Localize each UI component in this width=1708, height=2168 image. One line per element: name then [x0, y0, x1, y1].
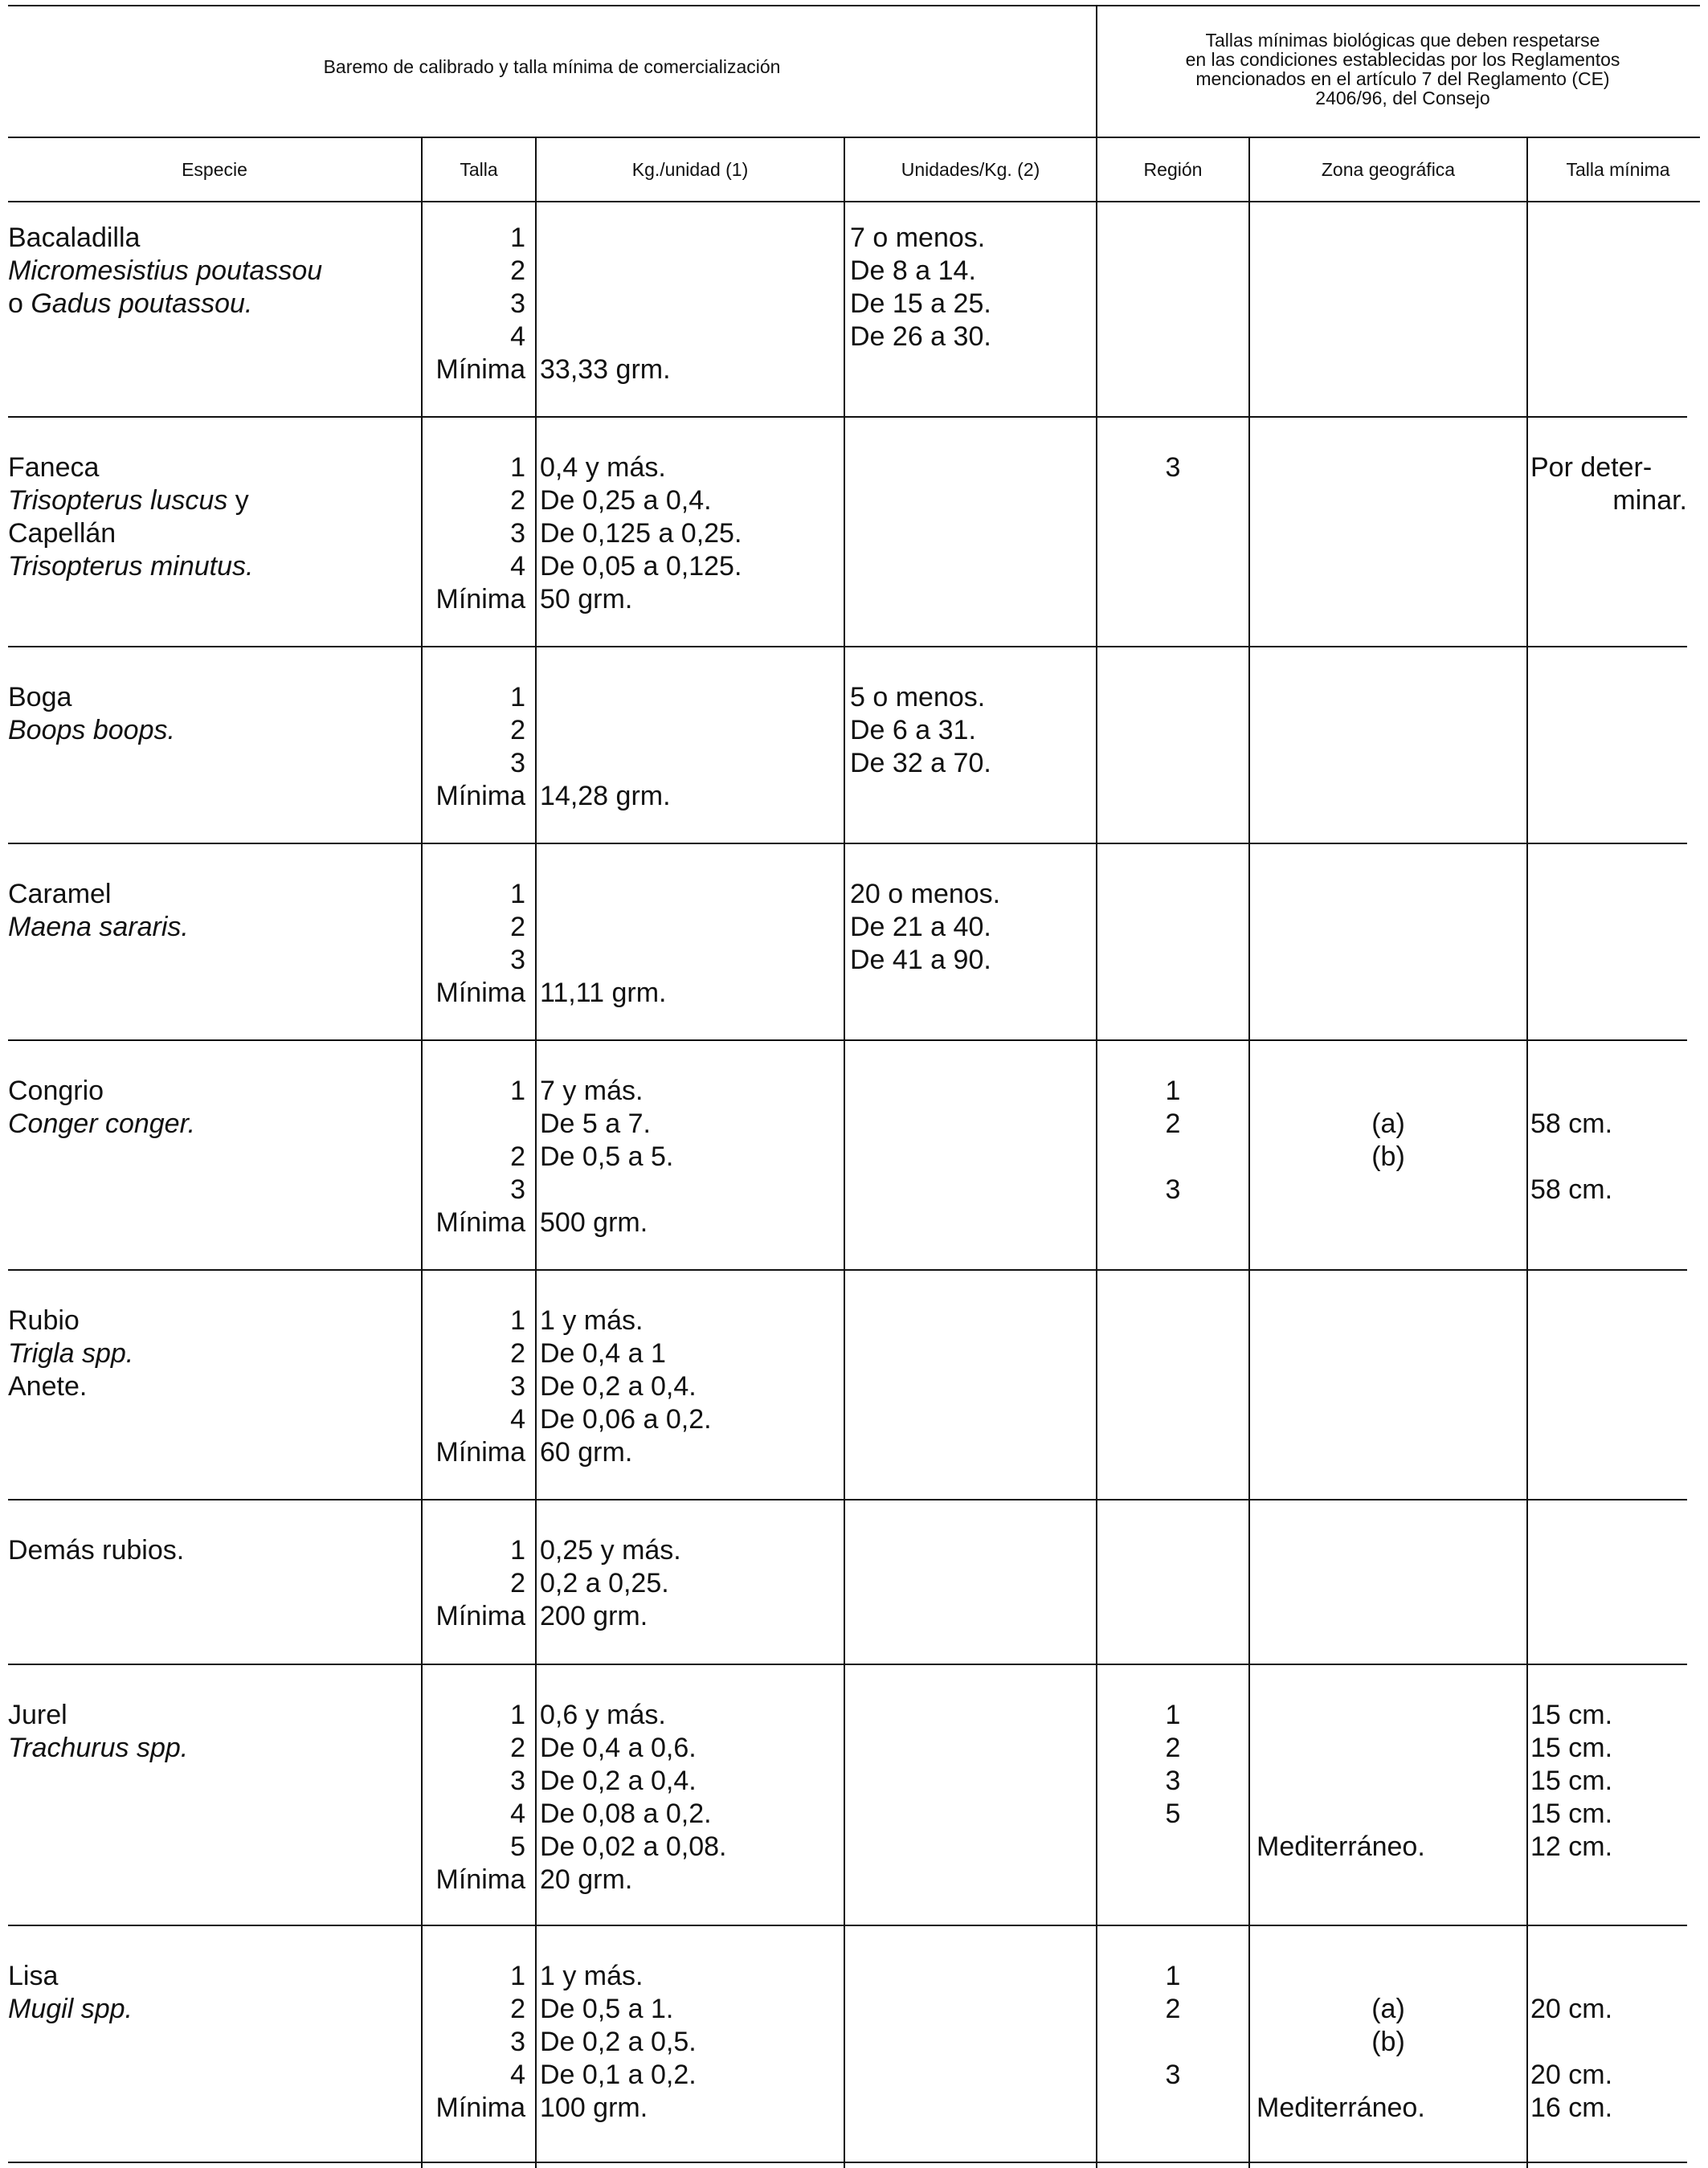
talla-cell-line: 2 [510, 1338, 525, 1369]
species-line: Anete. [8, 1371, 88, 1402]
unidades-kg-cell [850, 222, 1094, 353]
row-rule [8, 416, 1687, 418]
region-cell [1097, 1699, 1248, 1831]
region-cell-line: 3 [1165, 2060, 1181, 2090]
region-cell-line: 2 [1165, 1108, 1181, 1139]
kg-unidad-cell-line: 0,6 y más. [540, 1700, 666, 1730]
talla-minima-cell-line [1530, 1141, 1687, 1174]
talla-minima-cell-line [1530, 1075, 1687, 1108]
talla-cell-line: Mínima [435, 1207, 525, 1238]
row-rule [8, 2162, 1687, 2163]
region-cell [1097, 1075, 1248, 1206]
region-cell-line: 5 [1165, 1799, 1181, 1829]
region-cell [1097, 1960, 1248, 2092]
talla-minima-cell-line: 15 cm. [1530, 1733, 1613, 1763]
right-header-line: mencionados en el artículo 7 del Reglamento (CE) [1195, 68, 1610, 89]
talla-cell-line: 1 [510, 682, 525, 712]
talla-cell-line: 4 [510, 1799, 525, 1829]
scientific-name: Gadus poutassou. [31, 288, 253, 319]
row-rule [8, 1925, 1687, 1926]
talla-cell [423, 878, 525, 1010]
species-line: Conger conger. [8, 1108, 196, 1139]
talla-cell-line [423, 1108, 525, 1141]
talla-cell-line: Mínima [435, 2092, 525, 2123]
kg-unidad-cell-line: De 0,4 a 0,6. [540, 1733, 697, 1763]
talla-cell-line: 1 [510, 1305, 525, 1336]
kg-unidad-cell-line [540, 714, 842, 747]
species-line: Caramel [8, 879, 112, 909]
kg-unidad-cell-line: 11,11 grm. [540, 978, 667, 1008]
unidades-kg-cell-line: De 41 a 90. [850, 945, 991, 975]
kg-unidad-cell-line [540, 911, 842, 944]
zona-cell-line [1250, 1732, 1526, 1765]
talla-cell-line: 4 [510, 551, 525, 582]
unidades-kg-cell-line: 5 o menos. [850, 682, 986, 712]
talla-cell-line: Mínima [435, 584, 525, 614]
kg-unidad-cell-line [540, 681, 842, 714]
col-header-especie: Especie [182, 159, 247, 180]
region-cell-line [1097, 2026, 1248, 2059]
talla-cell-line: 3 [510, 748, 525, 778]
col-divider [844, 138, 845, 2168]
kg-unidad-cell-line [540, 747, 842, 780]
kg-unidad-cell-line: 33,33 grm. [540, 354, 671, 385]
kg-unidad-cell-line: De 0,2 a 0,5. [540, 2027, 697, 2057]
zona-cell [1250, 1960, 1526, 2125]
kg-unidad-cell-line: De 0,4 a 1 [540, 1338, 666, 1369]
talla-cell [423, 451, 525, 616]
species-line: Congrio [8, 1076, 104, 1106]
kg-unidad-cell [540, 681, 842, 813]
region-cell-line: 1 [1165, 1076, 1181, 1106]
right-header-line: Tallas mínimas biológicas que deben respetarse [1205, 30, 1600, 51]
species-cell [8, 451, 418, 583]
kg-unidad-cell-line: 200 grm. [540, 1601, 648, 1631]
talla-cell-line: 1 [510, 452, 525, 483]
rule-top [8, 5, 1700, 6]
talla-cell-line: 1 [510, 1535, 525, 1566]
talla-cell-line: 2 [510, 912, 525, 942]
species-line: Boops boops. [8, 715, 175, 745]
zona-cell-line: (b) [1371, 1141, 1405, 1172]
talla-cell-line: 2 [510, 1141, 525, 1172]
kg-unidad-cell-line: De 0,2 a 0,4. [540, 1766, 697, 1796]
species-line: Rubio [8, 1305, 80, 1336]
zona-cell-line [1250, 2059, 1526, 2092]
kg-unidad-cell-line: 7 y más. [540, 1076, 644, 1106]
talla-cell [423, 1960, 525, 2125]
talla-minima-cell-line: 12 cm. [1530, 1831, 1613, 1862]
row-rule [8, 646, 1687, 647]
talla-cell-line: 2 [510, 1568, 525, 1598]
talla-minima-cell-line: 15 cm. [1530, 1766, 1613, 1796]
kg-unidad-cell-line [540, 321, 842, 353]
region-cell-line: 3 [1165, 452, 1181, 483]
kg-unidad-cell-line: De 0,25 a 0,4. [540, 485, 712, 516]
kg-unidad-cell [540, 1699, 842, 1896]
kg-unidad-cell-line [540, 222, 842, 255]
kg-unidad-cell-line: De 0,08 a 0,2. [540, 1799, 712, 1829]
kg-unidad-cell [540, 878, 842, 1010]
unidades-kg-cell-line: De 26 a 30. [850, 321, 991, 352]
kg-unidad-cell-line: De 0,02 a 0,08. [540, 1831, 727, 1862]
kg-unidad-cell-line: 0,4 y más. [540, 452, 666, 483]
row-rule [8, 1039, 1687, 1041]
unidades-kg-cell-line: De 15 a 25. [850, 288, 991, 319]
talla-cell [423, 1075, 525, 1239]
species-line: Trigla spp. [8, 1338, 134, 1369]
species-line: Micromesistius poutassou [8, 255, 323, 286]
talla-cell-line: 3 [510, 518, 525, 549]
talla-cell-line: 1 [510, 1961, 525, 1991]
unidades-kg-cell-line: De 21 a 40. [850, 912, 991, 942]
row-rule [8, 1664, 1687, 1665]
kg-unidad-cell-line [540, 944, 842, 977]
talla-minima-cell-line: minar. [1612, 485, 1687, 516]
unidades-kg-cell-line: 20 o menos. [850, 879, 1001, 909]
talla-cell-line: 2 [510, 715, 525, 745]
species-line: Bacaladilla [8, 223, 141, 253]
talla-cell [423, 1534, 525, 1633]
talla-cell [423, 681, 525, 813]
region-cell-line: 1 [1165, 1700, 1181, 1730]
species-line: Boga [8, 682, 72, 712]
talla-cell-line: 3 [510, 288, 525, 319]
row-rule [8, 1499, 1687, 1500]
species-cell [8, 1699, 418, 1765]
species-line: Trisopterus luscus y [8, 485, 249, 516]
kg-unidad-cell-line [540, 288, 842, 321]
col-header-talla: Talla [460, 159, 498, 180]
talla-minima-cell-line: 16 cm. [1530, 2092, 1613, 2123]
zona-cell-line [1250, 1960, 1526, 1993]
kg-unidad-cell-line: De 0,2 a 0,4. [540, 1371, 697, 1402]
talla-minima-cell [1530, 1075, 1687, 1206]
talla-minima-cell [1530, 451, 1687, 517]
species-line: Lisa [8, 1961, 59, 1991]
scientific-name: Trisopterus luscus [8, 485, 228, 516]
right-header-line: en las condiciones establecidas por los Reglamentos [1185, 49, 1620, 70]
kg-unidad-cell-line: 0,25 y más. [540, 1535, 681, 1566]
zona-cell-line: (a) [1371, 1108, 1405, 1139]
row-rule [8, 1269, 1687, 1271]
talla-cell-line: Mínima [435, 781, 525, 811]
zona-cell-line: Mediterráneo. [1256, 1831, 1425, 1862]
talla-cell-line: 4 [510, 2060, 525, 2090]
talla-cell-line: 1 [510, 223, 525, 253]
talla-cell-line: Mínima [435, 978, 525, 1008]
species-cell [8, 222, 418, 321]
unidades-kg-cell [850, 681, 1094, 780]
kg-unidad-cell-line: De 5 a 7. [540, 1108, 651, 1139]
unidades-kg-cell [850, 878, 1094, 977]
kg-unidad-cell-line: 500 grm. [540, 1207, 648, 1238]
unidades-kg-cell-line: De 8 a 14. [850, 255, 976, 286]
kg-unidad-cell [540, 1534, 842, 1633]
talla-minima-cell [1530, 1960, 1687, 2125]
talla-cell-line: 1 [510, 1700, 525, 1730]
species-line: Capellán [8, 518, 116, 549]
col-header-unidades-kg: Unidades/Kg. (2) [901, 159, 1040, 180]
kg-unidad-cell-line: De 0,06 a 0,2. [540, 1404, 712, 1435]
region-cell-line [1097, 1141, 1248, 1174]
kg-unidad-cell [540, 222, 842, 386]
region-cell-line: 3 [1165, 1174, 1181, 1205]
talla-cell-line: 4 [510, 321, 525, 352]
right-header-line: 2406/96, del Consejo [1315, 88, 1490, 108]
kg-unidad-cell [540, 1304, 842, 1469]
kg-unidad-cell-line: De 0,5 a 1. [540, 1994, 674, 2024]
kg-unidad-cell-line: De 0,1 a 0,2. [540, 2060, 697, 2090]
col-header-talla-minima: Talla mínima [1566, 159, 1670, 180]
zona-cell-line [1250, 1075, 1526, 1108]
talla-minima-cell-line [1530, 1960, 1687, 1993]
talla-cell-line: 1 [510, 879, 525, 909]
unidades-kg-cell-line: De 6 a 31. [850, 715, 976, 745]
region-cell-line: 1 [1165, 1961, 1181, 1991]
talla-minima-cell-line: 58 cm. [1530, 1108, 1613, 1139]
talla-cell-line: 1 [510, 1076, 525, 1106]
talla-cell-line: 3 [510, 1174, 525, 1205]
rule-below-title [8, 137, 1700, 138]
zona-cell-line: (b) [1371, 2027, 1405, 2057]
talla-minima-cell-line: 58 cm. [1530, 1174, 1613, 1205]
zona-cell-line [1250, 1174, 1526, 1206]
talla-cell-line: 3 [510, 1371, 525, 1402]
zona-cell [1250, 1075, 1526, 1206]
row-rule [8, 843, 1687, 844]
talla-cell-line: Mínima [435, 1601, 525, 1631]
talla-cell-line: 2 [510, 1994, 525, 2024]
col-header-kg-unidad: Kg./unidad (1) [631, 159, 749, 180]
species-cell [8, 681, 418, 747]
talla-cell-line: 3 [510, 1766, 525, 1796]
talla-minima-cell [1530, 1699, 1687, 1864]
kg-unidad-cell-line: De 0,125 a 0,25. [540, 518, 742, 549]
talla-cell-line: 3 [510, 2027, 525, 2057]
species-line: Faneca [8, 452, 100, 483]
talla-cell [423, 1699, 525, 1896]
kg-unidad-cell-line: 20 grm. [540, 1864, 633, 1895]
region-cell-line: 2 [1165, 1733, 1181, 1763]
col-divider [535, 138, 537, 2168]
talla-cell-line: 5 [510, 1831, 525, 1862]
talla-cell-line: 2 [510, 255, 525, 286]
kg-unidad-cell-line: 60 grm. [540, 1437, 633, 1468]
kg-unidad-cell [540, 451, 842, 616]
col-header-region: Región [1143, 159, 1203, 180]
species-cell [8, 1304, 418, 1403]
right-header-title [1097, 31, 1708, 108]
talla-cell-line: Mínima [435, 354, 525, 385]
talla-cell-line: 2 [510, 485, 525, 516]
kg-unidad-cell-line: 0,2 a 0,25. [540, 1568, 669, 1598]
species-line: Mugil spp. [8, 1994, 133, 2024]
species-line: Trachurus spp. [8, 1733, 189, 1763]
kg-unidad-cell [540, 1960, 842, 2125]
species-line: o Gadus poutassou. [8, 288, 253, 319]
kg-unidad-cell-line [540, 1174, 842, 1206]
species-line: Demás rubios. [8, 1535, 185, 1566]
unidades-kg-cell-line: De 32 a 70. [850, 748, 991, 778]
zona-cell [1250, 1699, 1526, 1864]
unidades-kg-cell-line: 7 o menos. [850, 223, 986, 253]
zona-cell-line: Mediterráneo. [1256, 2092, 1425, 2123]
kg-unidad-cell-line: 1 y más. [540, 1305, 644, 1336]
region-cell-line: 3 [1165, 1766, 1181, 1796]
kg-unidad-cell-line: 100 grm. [540, 2092, 648, 2123]
kg-unidad-cell-line: De 0,05 a 0,125. [540, 551, 742, 582]
species-cell [8, 878, 418, 944]
talla-cell [423, 1304, 525, 1469]
zona-cell-line [1250, 1765, 1526, 1798]
species-line: Jurel [8, 1700, 67, 1730]
species-cell [8, 1534, 418, 1567]
rule-below-columns [8, 201, 1700, 202]
talla-cell-line: 3 [510, 945, 525, 975]
zona-cell-line [1250, 1798, 1526, 1831]
kg-unidad-cell-line [540, 255, 842, 288]
region-cell-line: 2 [1165, 1994, 1181, 2024]
kg-unidad-cell-line [540, 878, 842, 911]
species-line: Trisopterus minutus. [8, 551, 254, 582]
region-cell [1097, 451, 1248, 484]
talla-minima-cell-line: 20 cm. [1530, 1994, 1613, 2024]
species-cell [8, 1960, 418, 2026]
kg-unidad-cell-line: 1 y más. [540, 1961, 644, 1991]
talla-minima-cell-line: 20 cm. [1530, 2060, 1613, 2090]
kg-unidad-cell [540, 1075, 842, 1239]
species-line: Maena sararis. [8, 912, 189, 942]
talla-cell-line: 4 [510, 1404, 525, 1435]
col-divider [1526, 138, 1528, 2168]
zona-cell-line [1250, 1699, 1526, 1732]
zona-cell-line: (a) [1371, 1994, 1405, 2024]
talla-minima-cell-line: Por deter- [1530, 452, 1653, 483]
talla-cell-line: 2 [510, 1733, 525, 1763]
species-cell [8, 1075, 418, 1141]
kg-unidad-cell-line: De 0,5 a 5. [540, 1141, 674, 1172]
col-header-zona: Zona geográfica [1321, 159, 1456, 180]
talla-cell-line: Mínima [435, 1437, 525, 1468]
kg-unidad-cell-line: 14,28 grm. [540, 781, 671, 811]
talla-minima-cell-line: 15 cm. [1530, 1799, 1613, 1829]
talla-cell-line: Mínima [435, 1864, 525, 1895]
left-header-title: Baremo de calibrado y talla mínima de comercialización [323, 56, 781, 77]
kg-unidad-cell-line: 50 grm. [540, 584, 633, 614]
talla-minima-cell-line [1530, 2026, 1687, 2059]
talla-cell [423, 222, 525, 386]
talla-minima-cell-line: 15 cm. [1530, 1700, 1613, 1730]
